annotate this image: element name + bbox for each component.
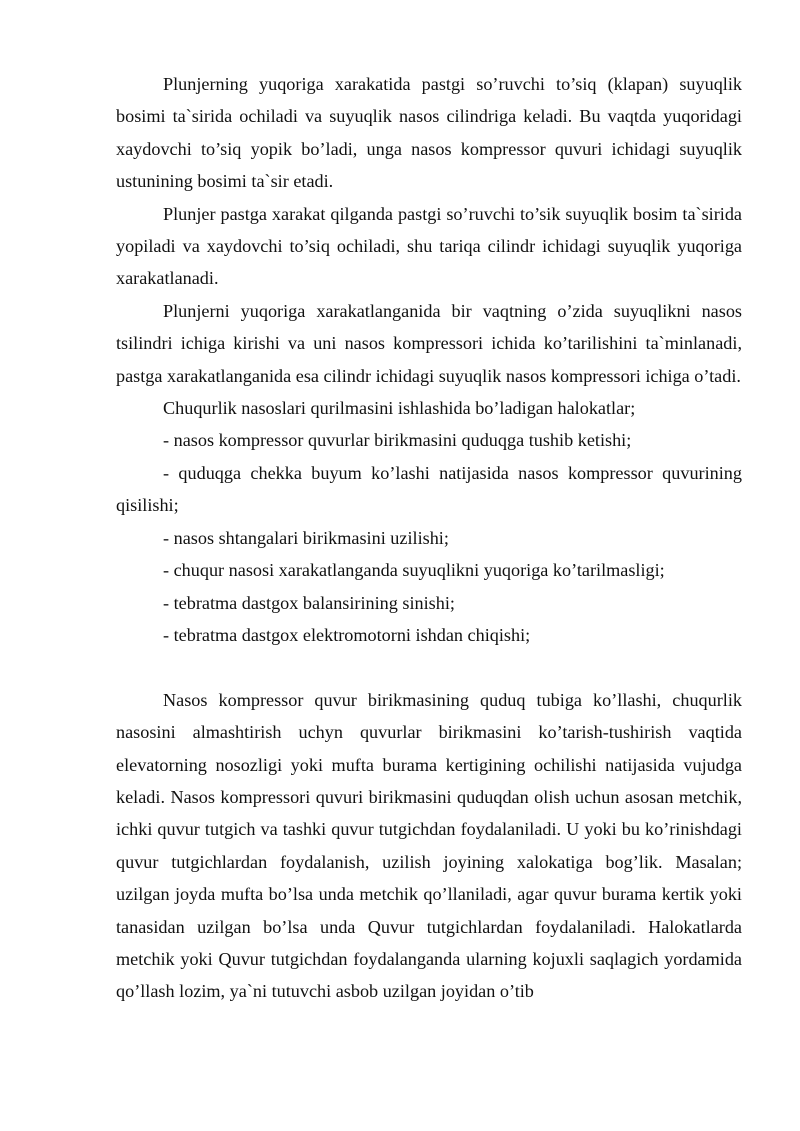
paragraph-tubing-fall-causes: Nasos kompressor quvur birikmasining quduq tubiga ko’llashi, chuqurlik nasosini almashtirish uchyn quvurlar birikmasini ko’tarish-tushirish vaqtida elevatorning nosozligi yoki mufta burama kertigining ochilishi natijasida vujudga keladi. Nasos kompressori quvuri birikmasini quduqdan olish uchun asosan metchik, ichki quvur tutgich va tashki quvur tutgichdan foydalaniladi. U yoki bu ko’rinishdagi quvur tutgichlardan foydalanish, uzilish joyining xalokatiga bog’lik. Masalan; uzilgan joyda mufta bo’lsa unda metchik qo’llaniladi, agar quvur burama kertik yoki tanasidan uzilgan bo’lsa unda Quvur tutgichlardan foydalaniladi. Halokatlarda metchik yoki Quvur tutgichdan foydalanganda ularning kojuxli saqlagich yordamida qo’llash lozim, ya`ni tutuvchi asbob uzilgan joyidan o’tib [116,689,742,1002]
list-item-tubing-jam: - quduqga chekka buyum ko’lashi natijasida nasos kompressor quvurining qisilishi; [116,462,742,516]
list-item-no-lift: - chuqur nasosi xarakatlanganda suyuqlikni yuqoriga ko’tarilmasligi; [163,560,665,581]
list-item-balancer-break: - tebratma dastgox balansirining sinishi; [163,592,455,613]
paragraph-plunger-cycle: Plunjerni yuqoriga xarakatlanganida bir vaqtning o’zida suyuqlikni nasos tsilindri ichiga kirishi va uni nasos kompressori ichida ko’tarilishini ta`minlanadi, pastga xarakatlanganida esa cilindr ichidagi suyuqlik nasos kompressori ichiga o’tadi. [116,300,742,386]
paragraph-plunger-upstroke: Plunjerning yuqoriga xarakatida pastgi so’ruvchi to’siq (klapan) suyuqlik bosimi ta`sirida ochiladi va suyuqlik nasos cilindriga keladi. Bu vaqtda yuqoridagi xaydovchi to’siq yopik bo’ladi, unga nasos kompressor quvuri ichidagi suyuqlik ustunining bosimi ta`sir etadi. [116,74,742,192]
list-item-motor-failure: - tebratma dastgox elektromotorni ishdan chiqishi; [163,624,531,645]
list-item-tubing-drop: - nasos kompressor quvurlar birikmasini quduqga tushib ketishi; [163,430,632,451]
document-page [116,68,742,1008]
blank-line [116,651,742,683]
paragraph-plunger-downstroke: Plunjer pastga xarakat qilganda pastgi so’ruvchi to’sik suyuqlik bosim ta`sirida yopiladi va xaydovchi to’siq ochiladi, shu tariqa cilindr ichidagi suyuqlik yuqoriga xarakatlanadi. [116,203,742,289]
list-item-rod-break: - nasos shtangalari birikmasini uzilishi; [163,527,449,548]
paragraph-accidents-heading: Chuqurlik nasoslari qurilmasini ishlashida bo’ladigan halokatlar; [163,398,636,419]
